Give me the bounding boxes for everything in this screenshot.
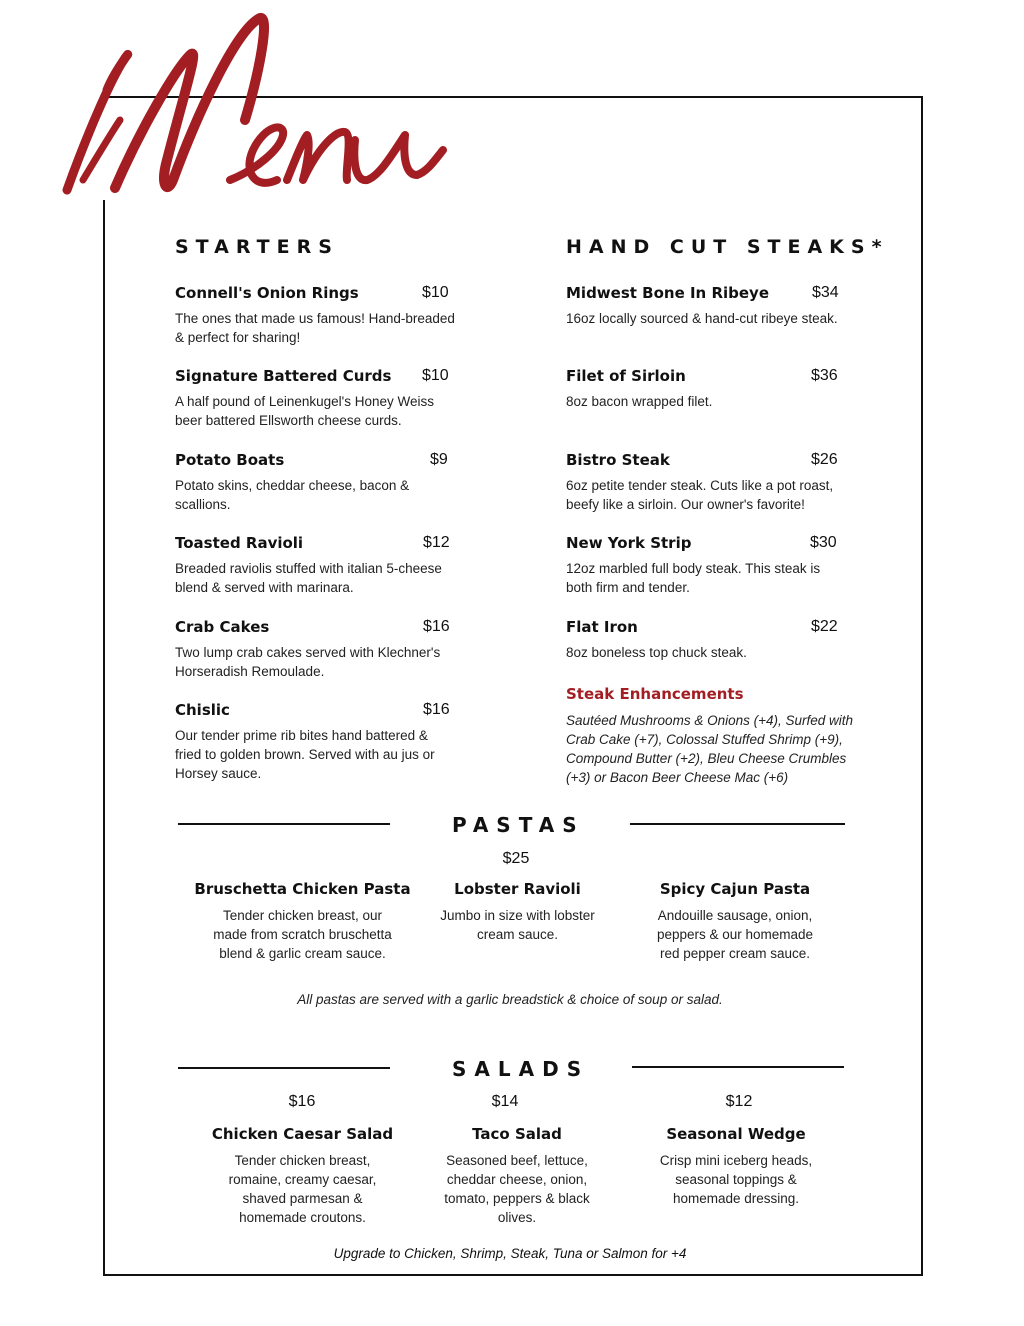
item-price: $16: [423, 701, 450, 718]
item-description: Potato skins, cheddar cheese, bacon & scallions.: [175, 478, 410, 512]
item-name: Chislic: [175, 701, 230, 719]
item-description: 6oz petite tender steak. Cuts like a pot roast, beefy like a sirloin. Our owner's favorite!: [566, 478, 834, 512]
starter-item: [175, 618, 455, 681]
item-price: $36: [811, 367, 838, 384]
item-name: Filet of Sirloin: [566, 367, 686, 385]
item-name: Crab Cakes: [175, 618, 270, 636]
item-price: $12: [423, 534, 450, 551]
menu-frame-left-border: [103, 200, 105, 1276]
item-description: Breaded raviolis stuffed with italian 5-cheese blend & served with marinara.: [175, 561, 442, 595]
item-name: Chicken Caesar Salad: [211, 1125, 394, 1143]
item-name: Potato Boats: [175, 451, 285, 469]
item-price: $10: [422, 367, 449, 384]
item-description: The ones that made us famous! Hand-breaded & perfect for sharing!: [175, 311, 455, 345]
starter-item: [175, 284, 455, 347]
item-name: Flat Iron: [566, 618, 638, 636]
item-description: Tender chicken breast, our made from scratch bruschetta blend & garlic cream sauce.: [213, 908, 392, 961]
salad-item: [650, 1125, 822, 1208]
item-price: $16: [423, 618, 450, 635]
steak-enhancements-title: Steak Enhancements: [566, 685, 744, 703]
item-price: $26: [811, 451, 838, 468]
item-description: Jumbo in size with lobster cream sauce.: [440, 908, 595, 942]
salad-price: $12: [725, 1093, 753, 1110]
starter-item: [175, 534, 455, 597]
menu-title-logo: [55, 10, 455, 230]
salad-item: [437, 1125, 597, 1227]
salads-upgrade-note: Upgrade to Chicken, Shrimp, Steak, Tuna or Salmon for +4: [333, 1246, 687, 1261]
item-name: Signature Battered Curds: [175, 367, 392, 385]
starters-heading: STARTERS: [175, 236, 339, 258]
starter-item: [175, 367, 455, 430]
pastas-price: $25: [502, 850, 530, 867]
item-name: Spicy Cajun Pasta: [659, 880, 811, 898]
salad-item: [200, 1125, 405, 1227]
salad-price: $16: [288, 1093, 316, 1110]
item-name: Lobster Ravioli: [454, 880, 581, 898]
steaks-heading: HAND CUT STEAKS*: [566, 236, 889, 258]
steak-item: [566, 367, 846, 411]
item-price: $22: [811, 618, 838, 635]
item-name: Connell's Onion Rings: [175, 284, 359, 302]
starter-item: [175, 701, 455, 783]
item-description: 8oz boneless top chuck steak.: [566, 645, 747, 660]
pastas-heading: PASTAS: [452, 813, 585, 837]
item-description: Tender chicken breast, romaine, creamy caesar, shaved parmesan & homemade croutons.: [228, 1153, 377, 1225]
steak-item: [566, 618, 846, 662]
item-description: Andouille sausage, onion, peppers & our homemade red pepper cream sauce.: [656, 908, 814, 961]
pasta-item: [640, 880, 830, 963]
item-name: Bruschetta Chicken Pasta: [194, 880, 411, 898]
salads-right-rule: [632, 1066, 844, 1068]
steak-item: [566, 451, 846, 514]
item-description: Two lump crab cakes served with Klechner's Horseradish Remoulade.: [175, 645, 441, 679]
pastas-left-rule: [178, 823, 390, 825]
salad-price: $14: [491, 1093, 519, 1110]
item-description: Seasoned beef, lettuce, cheddar cheese, onion, tomato, peppers & black olives.: [444, 1153, 590, 1225]
item-name: Seasonal Wedge: [666, 1125, 806, 1143]
steak-enhancements-description: Sautéed Mushrooms & Onions (+4), Surfed with Crab Cake (+7), Colossal Stuffed Shrimp (+9), Compound Butter (+2), Bleu Cheese Crumbles (+3) or Bacon Beer Cheese Mac (+6): [566, 713, 854, 785]
salads-left-rule: [178, 1067, 390, 1069]
item-description: Crisp mini iceberg heads, seasonal toppings & homemade dressing.: [659, 1153, 813, 1206]
item-name: New York Strip: [566, 534, 692, 552]
pasta-item: [185, 880, 420, 963]
item-name: Taco Salad: [472, 1125, 562, 1143]
item-name: Midwest Bone In Ribeye: [566, 284, 770, 302]
pastas-right-rule: [630, 823, 845, 825]
steak-item: [566, 284, 846, 328]
pastas-note: All pastas are served with a garlic breadstick & choice of soup or salad.: [297, 992, 723, 1007]
item-description: A half pound of Leinenkugel's Honey Weiss beer battered Ellsworth cheese curds.: [175, 394, 434, 428]
pasta-item: [430, 880, 605, 944]
item-price: $30: [810, 534, 837, 551]
item-price: $10: [422, 284, 449, 301]
steak-item: [566, 534, 846, 597]
item-description: Our tender prime rib bites hand battered & fried to golden brown. Served with au jus or Horsey sauce.: [175, 728, 435, 781]
item-name: Bistro Steak: [566, 451, 670, 469]
item-description: 16oz locally sourced & hand-cut ribeye steak.: [566, 311, 838, 326]
item-price: $34: [812, 284, 839, 301]
item-description: 12oz marbled full body steak. This steak is both firm and tender.: [566, 561, 821, 595]
starter-item: [175, 451, 455, 514]
salads-heading: SALADS: [452, 1057, 590, 1081]
item-price: $9: [430, 451, 448, 468]
item-description: 8oz bacon wrapped filet.: [566, 394, 713, 409]
item-name: Toasted Ravioli: [175, 534, 304, 552]
